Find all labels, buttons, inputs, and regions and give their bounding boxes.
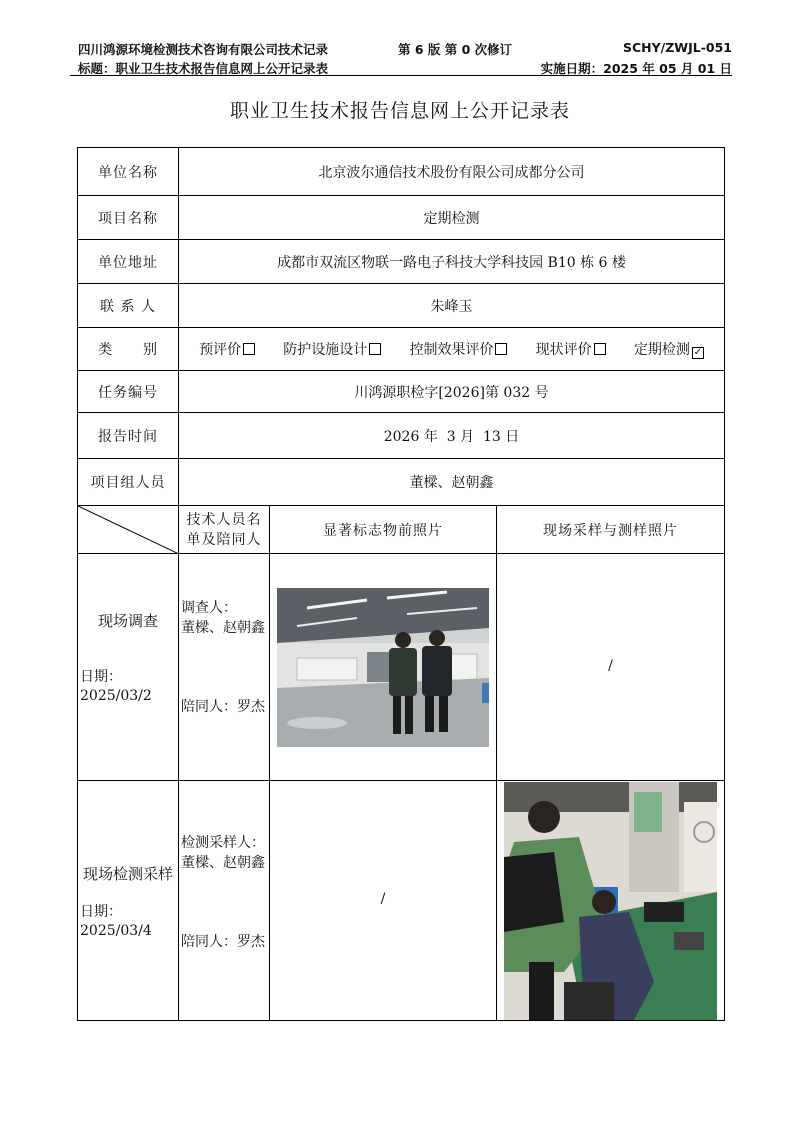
sampling-date-block bbox=[80, 903, 152, 941]
sampling-date-label: 日期： bbox=[80, 904, 122, 920]
contact-label: 联 系 人 bbox=[78, 284, 179, 328]
row-category bbox=[78, 328, 725, 371]
survey-staff-cell bbox=[179, 554, 270, 781]
row-survey bbox=[78, 554, 725, 781]
survey-staff-block bbox=[181, 598, 265, 638]
report-time-label: 报告时间 bbox=[78, 413, 179, 459]
address-label: 单位地址 bbox=[78, 240, 179, 284]
row-sampling bbox=[78, 781, 725, 1021]
header-effective-date: 实施日期：2025 年 05 月 01 日 bbox=[540, 61, 732, 76]
survey-date-label: 日期： bbox=[80, 669, 122, 685]
header-code: SCHY/ZWJL-051 bbox=[622, 40, 732, 55]
checked-box-icon: ✓ bbox=[693, 347, 703, 358]
survey-landmark-photo bbox=[277, 588, 489, 747]
category-option-label: 现状评价 bbox=[535, 342, 592, 358]
project-name-value: 定期检测 bbox=[179, 196, 725, 240]
report-time-value: 2026 年 3 月 13 日 bbox=[179, 413, 725, 459]
row-unit-name bbox=[78, 148, 725, 196]
diagonal-line bbox=[78, 506, 179, 554]
sampling-staff-block bbox=[181, 833, 265, 873]
category-option bbox=[634, 339, 704, 359]
survey-staff: 董樑、赵朝鑫 bbox=[181, 620, 265, 636]
col-landmark-header: 显著标志物前照片 bbox=[270, 506, 497, 554]
contact-value: 朱峰玉 bbox=[179, 284, 725, 328]
sampling-sampling-photo-cell bbox=[497, 781, 725, 1021]
team-label: 项目组人员 bbox=[78, 459, 179, 506]
document-title: 职业卫生技术报告信息网上公开记录表 bbox=[229, 100, 570, 122]
survey-section-title: 现场调查 bbox=[97, 612, 158, 630]
header-subject: 标题：职业卫生技术报告信息网上公开记录表 bbox=[78, 61, 329, 76]
sampling-staff-cell bbox=[179, 781, 270, 1021]
header-divider bbox=[70, 75, 732, 76]
diagonal-header-cell bbox=[78, 506, 179, 554]
task-no-label: 任务编号 bbox=[78, 371, 179, 413]
survey-escort: 陪同人：罗杰 bbox=[181, 699, 265, 715]
survey-date: 2025/03/2 bbox=[80, 688, 152, 704]
survey-date-block bbox=[80, 668, 152, 706]
category-option-label: 定期检测 bbox=[633, 342, 690, 358]
header-company-record: 四川鸿源环境检测技术咨询有限公司技术记录 bbox=[78, 42, 329, 57]
survey-landmark-photo-cell bbox=[270, 554, 497, 781]
category-option bbox=[536, 339, 606, 359]
unit-name-value: 北京波尔通信技术股份有限公司成都分公司 bbox=[179, 148, 725, 196]
category-option bbox=[283, 339, 381, 359]
checkbox-icon bbox=[594, 343, 606, 355]
header-version: 第 6 版 第 0 次修订 bbox=[398, 42, 513, 57]
record-table bbox=[77, 147, 725, 1021]
row-report-time bbox=[78, 413, 725, 459]
survey-section-cell bbox=[78, 554, 179, 781]
category-options bbox=[179, 328, 725, 371]
sampling-staff-label: 检测采样人： bbox=[181, 835, 265, 851]
category-option-label: 预评价 bbox=[199, 342, 242, 358]
category-label: 类 别 bbox=[78, 328, 179, 371]
checkbox-icon bbox=[495, 343, 507, 355]
survey-sampling-photo-cell bbox=[497, 554, 725, 781]
sampling-section-title: 现场检测采样 bbox=[82, 865, 173, 883]
row-address bbox=[78, 240, 725, 284]
checkbox-icon bbox=[369, 343, 381, 355]
row-team bbox=[78, 459, 725, 506]
row-task-no bbox=[78, 371, 725, 413]
category-option-label: 控制效果评价 bbox=[409, 342, 494, 358]
address-value: 成都市双流区物联一路电子科技大学科技园 B10 栋 6 楼 bbox=[179, 240, 725, 284]
unit-name-label: 单位名称 bbox=[78, 148, 179, 196]
sampling-landmark-photo-cell bbox=[270, 781, 497, 1021]
category-option bbox=[199, 339, 255, 359]
row-photo-header bbox=[78, 506, 725, 554]
project-name-label: 项目名称 bbox=[78, 196, 179, 240]
survey-sampling-placeholder: / bbox=[608, 658, 613, 674]
sampling-staff: 董樑、赵朝鑫 bbox=[181, 855, 265, 871]
col-sampling-header: 现场采样与测样照片 bbox=[497, 506, 725, 554]
sampling-escort: 陪同人：罗杰 bbox=[181, 934, 265, 950]
category-option-label: 防护设施设计 bbox=[283, 342, 368, 358]
row-contact bbox=[78, 284, 725, 328]
task-no-value: 川鸿源职检字[2026]第 032 号 bbox=[179, 371, 725, 413]
category-option-list bbox=[179, 339, 724, 359]
team-value: 董樑、赵朝鑫 bbox=[179, 459, 725, 506]
sampling-section-cell bbox=[78, 781, 179, 1021]
sampling-sampling-photo bbox=[504, 782, 717, 1020]
survey-staff-label: 调查人： bbox=[181, 600, 237, 616]
col-staff-header: 技术人员名单及陪同人 bbox=[179, 506, 270, 554]
sampling-landmark-placeholder: / bbox=[380, 891, 386, 907]
row-project-name bbox=[78, 196, 725, 240]
category-option bbox=[409, 339, 507, 359]
sampling-date: 2025/03/4 bbox=[80, 923, 152, 939]
checkbox-icon bbox=[243, 343, 255, 355]
